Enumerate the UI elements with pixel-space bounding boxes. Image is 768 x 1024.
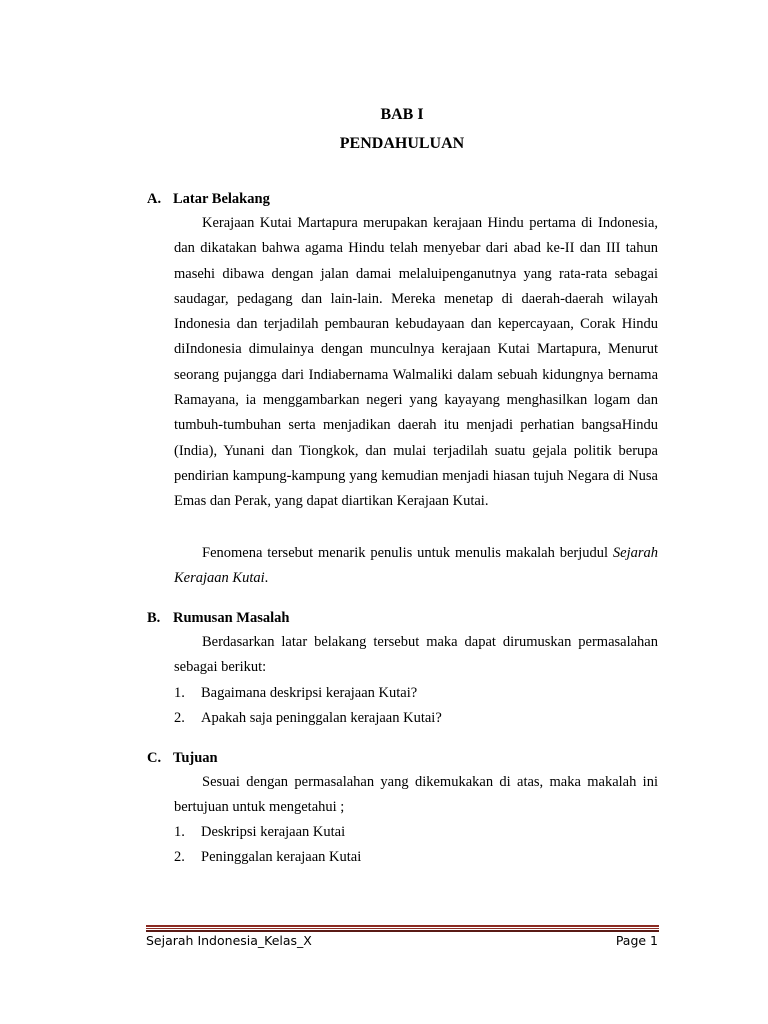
list-item [174,681,417,706]
section-a-heading [147,191,270,208]
section-b-letter: B. [147,610,161,626]
chapter-title: PENDAHULUAN [339,135,465,152]
section-c-letter: C. [147,750,162,766]
footer-document-name: Sejarah Indonesia_Kelas_X [146,933,312,948]
list-item [174,706,442,731]
list-text: Deskripsi kerajaan Kutai [201,824,346,840]
list-text: Peninggalan kerajaan Kutai [201,849,362,865]
paper-title-italic: Sejarah Kerajaan Kutai [174,545,659,587]
footer-rule-middle [146,928,659,929]
chapter-number: BAB I [380,106,424,123]
list-text: Bagaimana deskripsi kerajaan Kutai? [201,685,418,701]
section-a-paragraph-2 [174,541,658,592]
section-c-paragraph-1 [174,770,658,821]
section-a-title: Latar Belakang [173,191,270,207]
list-number: 2. [174,710,185,726]
list-item [174,820,345,845]
section-a-letter: A. [147,191,162,207]
section-a-paragraph-1 [174,211,658,515]
section-b-paragraph-1 [174,630,658,681]
list-number: 2. [174,849,185,865]
list-text: Apakah saja peninggalan kerajaan Kutai? [201,710,442,726]
list-item [174,845,361,870]
section-a-p2-end: . [264,570,269,587]
section-c-title: Tujuan [173,750,218,766]
footer-page-number: Page 1 [615,933,658,948]
footer-rule-bottom [146,930,659,932]
list-number: 1. [174,685,185,701]
footer-rule-top [146,925,659,927]
section-a-p2-text: Fenomena tersebut menarik penulis untuk menulis makalah berjudul [202,545,609,561]
section-b-heading [147,610,289,627]
section-c-heading [147,750,218,767]
section-b-title: Rumusan Masalah [173,610,290,626]
section-b-p1-text: Berdasarkan latar belakang tersebut maka dapat dirumuskan permasalahan sebagai berikut: [174,634,658,676]
section-c-p1-text: Sesuai dengan permasalahan yang dikemukakan di atas, maka makalah ini bertujuan untuk mengetahui ; [174,774,658,816]
section-a-p1-text: Kerajaan Kutai Martapura merupakan kerajaan Hindu pertama di Indonesia, dan dikatakan bahwa agama Hindu telah menyebar dari abad ke-II dan III tahun masehi dibawa dengan jalan damai melaluipenganutnya yang rata-rata sebagai saudagar, pedagang dan lain-lain. Mereka menetap di daerah-daerah wilayah Indonesia dan terjadilah pembauran kebudayaan dan kepercayaan, Corak Hindu diIndonesia dimulainya dengan munculnya kerajaan Kutai Martapura, Menurut seorang pujangga dari Indiabernama Walmaliki dalam sebuah kidungnya bernama Ramayana, ia menggambarkan negeri yang kayayang menghasilkan logam dan tumbuh-tumbuhan serta menjadikan daerah itu menjadi perhatian bangsaHindu (India), Yunani dan Tiongkok, dan mulai terjadilah suatu gejala politik berupa pendirian kampung-kampung yang kemudian menjadi hiasan tujuh Negara di Nusa Emas dan Perak, yang dapat diartikan Kerajaan Kutai. [174,215,658,510]
list-number: 1. [174,824,185,840]
